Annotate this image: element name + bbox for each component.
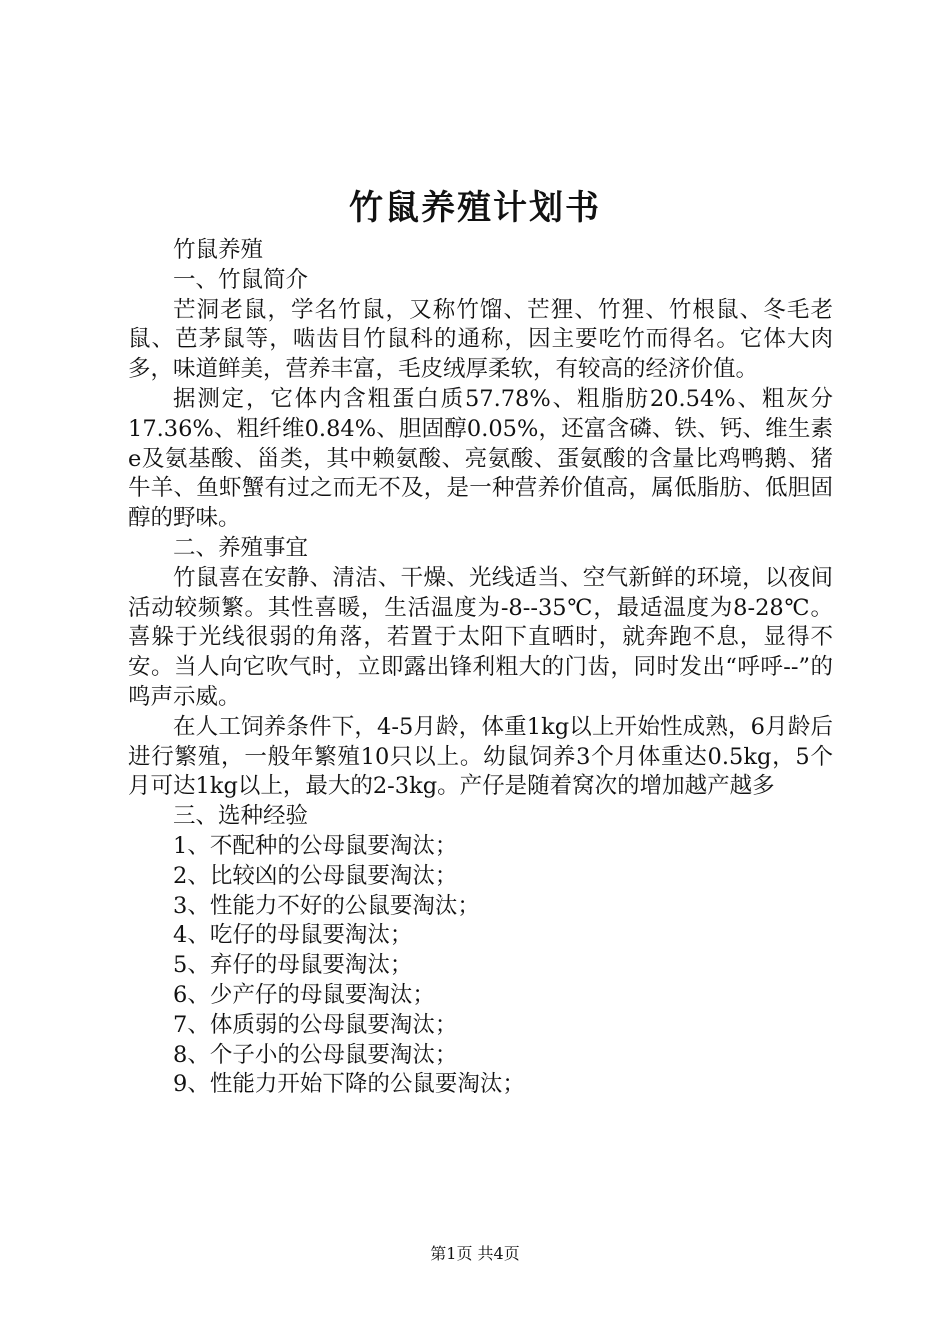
- list-item: 1、不配种的公母鼠要淘汰；: [173, 832, 458, 859]
- list-item: 2、比较凶的公母鼠要淘汰；: [173, 862, 458, 889]
- section-heading-intro: 一、竹鼠简介: [173, 266, 309, 293]
- section-heading-selection: 三、选种经验: [173, 803, 309, 830]
- list-item: 8、个子小的公母鼠要淘汰；: [173, 1041, 458, 1068]
- list-item: 4、吃仔的母鼠要淘汰；: [173, 922, 413, 949]
- document-title: 竹鼠养殖计划书: [349, 188, 601, 228]
- page-footer: 第1页 共4页: [430, 1244, 520, 1263]
- paragraph-breeding-1: 竹鼠喜在安静、清洁、干燥、光线适当、空气新鲜的环境，以夜间活动较频繁。其性喜暖，生活温度为-8--35℃，最适温度为8-28℃。喜躲于光线很弱的角落，若置于太阳下直晒时，就奔跑不息，显得不安。当人向它吹气时，立即露出锋利粗大的门齿，同时发出“呼呼--”的鸣声示威。: [128, 564, 833, 710]
- list-item: 5、弃仔的母鼠要淘汰；: [173, 952, 413, 979]
- document-body: [128, 236, 833, 1100]
- list-item: 9、性能力开始下降的公鼠要淘汰；: [173, 1071, 525, 1098]
- paragraph-intro-2: 据测定，它体内含粗蛋白质57.78%、粗脂肪20.54%、粗灰分17.36%、粗纤维0.84%、胆固醇0.05%，还富含磷、铁、钙、维生素e及氨基酸、甾类，其中赖氨酸、亮氨酸、蛋氨酸的含量比鸡鸭鹅、猪牛羊、鱼虾蟹有过之而无不及，是一种营养价值高，属低脂肪、低胆固醇的野味。: [128, 385, 833, 532]
- selection-list: [128, 832, 833, 1100]
- list-item: 6、少产仔的母鼠要淘汰；: [173, 981, 435, 1008]
- list-item: 3、性能力不好的公鼠要淘汰；: [173, 892, 480, 919]
- paragraph-breeding-2: 在人工饲养条件下，4-5月龄，体重1kg以上开始性成熟，6月龄后进行繁殖，一般年繁殖10只以上。幼鼠饲养3个月体重达0.5kg，5个月可达1kg以上，最大的2-3kg。产仔是随着窝次的增加越产越多: [128, 713, 833, 800]
- list-item: 7、体质弱的公母鼠要淘汰；: [173, 1011, 458, 1038]
- paragraph-intro-1: 芒洞老鼠，学名竹鼠，又称竹馏、芒狸、竹狸、竹根鼠、冬毛老鼠、芭茅鼠等，啮齿目竹鼠科的通称，因主要吃竹而得名。它体大肉多，味道鲜美，营养丰富，毛皮绒厚柔软，有较高的经济价值。: [128, 296, 833, 383]
- section-heading-breeding: 二、养殖事宜: [173, 534, 309, 561]
- document-subtitle: 竹鼠养殖: [173, 237, 264, 263]
